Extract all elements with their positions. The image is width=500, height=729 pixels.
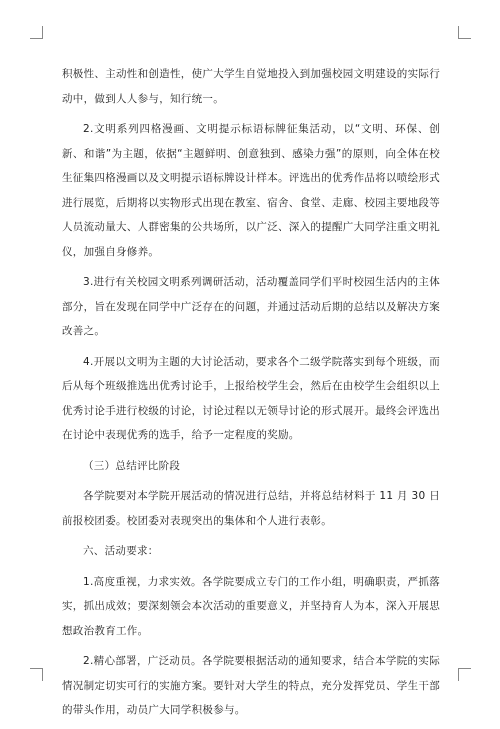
paragraph-item-2: 2.文明系列四格漫画、文明提示标语标牌征集活动，以“文明、环保、创新、和谐”为主题，依据“主题鲜明、创意独到、感染力强”的原则，向全体在校生征集四格漫画以及文明提示语标牌设计样本。评选出的优秀作品将以喷绘形式进行展览，后期将以实物形式出现在教室、宿舍、食堂、走廊、校园主要地段等人员流动量大、人群密集的公共场所，以广泛、深入的提醒广大同学注重文明礼仪，加强自身修养。 bbox=[62, 123, 440, 258]
section-heading-requirements: 六、活动要求： bbox=[83, 545, 159, 557]
paragraph-summary: 各学院要对本学院开展活动的情况进行总结，并将总结材料于 11 月 30 日前报校团委。校团委对表现突出的集体和个人进行表彰。 bbox=[62, 490, 440, 527]
paragraph-continuation: 积极性、主动性和创造性，使广大学生自觉地投入到加强校园文明建设的实际行动中，做到人人参与，知行统一。 bbox=[62, 68, 440, 105]
paragraph-requirement-1: 1.高度重视，力求实效。各学院要成立专门的工作小组，明确职责，严抓落实，抓出成效；要深刻领会本次活动的重要意义，并坚持育人为本，深入开展思想政治教育工作。 bbox=[62, 575, 440, 637]
crop-mark-bottom-left bbox=[30, 668, 43, 681]
crop-mark-top-right bbox=[458, 26, 471, 39]
crop-mark-top-left bbox=[30, 26, 43, 39]
document-body bbox=[62, 62, 440, 729]
section-heading-summary: （三）总结评比阶段 bbox=[83, 459, 181, 472]
paragraph-item-4: 4.开展以文明为主题的大讨论活动，要求各个二级学院落实到每个班级，而后从每个班级推选出优秀讨论手，上报给校学生会，然后在由校学生会组织以上优秀讨论手进行校级的讨论，讨论过程以无领导讨论的形式展开。最终会评选出在讨论中表现优秀的选手，给予一定程度的奖励。 bbox=[62, 355, 440, 441]
paragraph-requirement-2: 2.精心部署，广泛动员。各学院要根据活动的通知要求，结合本学院的实际情况制定切实可行的实施方案。要针对大学生的特点，充分发挥党员、学生干部的带头作用，动员广大同学积极参与。 bbox=[62, 655, 440, 716]
paragraph-item-3: 3.进行有关校园文明系列调研活动，活动覆盖同学们平时校园生活内的主体部分，旨在发现在同学中广泛存在的问题，并通过活动后期的总结以及解决方案改善之。 bbox=[62, 276, 440, 337]
crop-mark-bottom-right bbox=[458, 668, 471, 681]
